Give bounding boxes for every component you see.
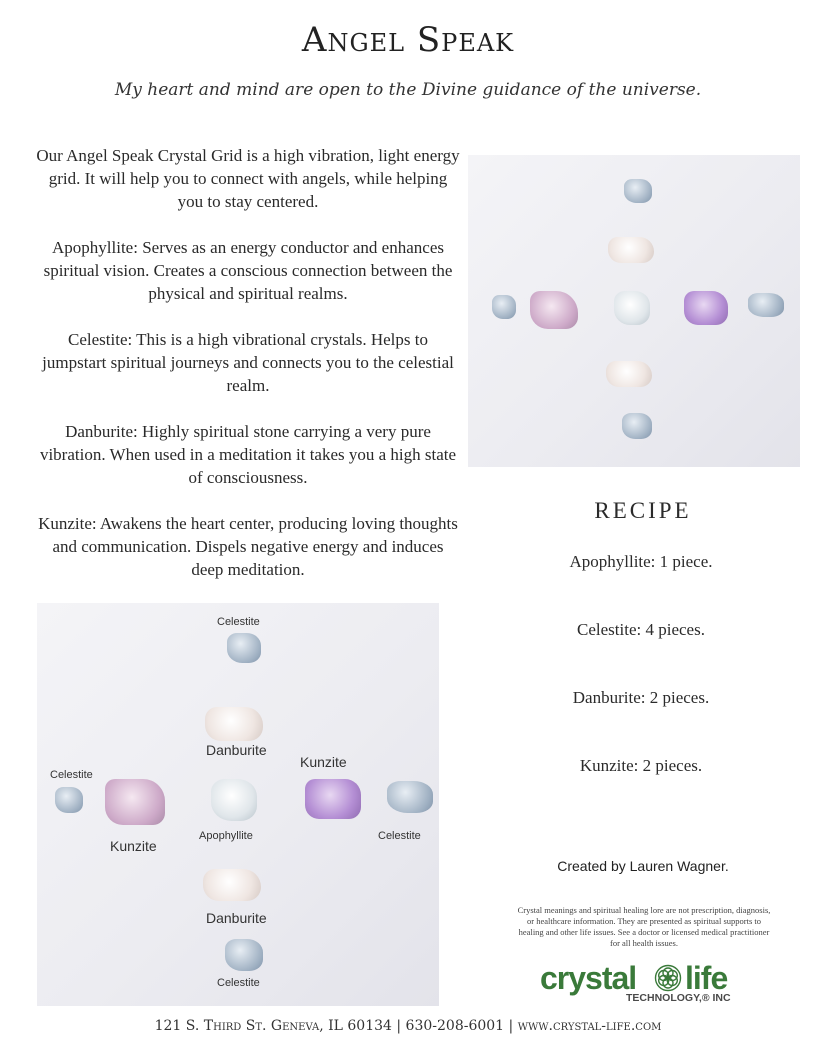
kunzite-stone (105, 779, 165, 825)
celestite-stone (227, 633, 261, 663)
celestite-stone (387, 781, 433, 813)
celestite-stone (225, 939, 263, 971)
danburite-label-top: Danburite (206, 742, 267, 758)
recipe-title: RECIPE (594, 498, 692, 523)
celestite-stone (55, 787, 83, 813)
celestite-description: Celestite: This is a high vibrational crystals. Helps to jumpstart spiritual journeys and connects you to the celestial realm. (42, 330, 454, 395)
logo-wordmark-life: life (685, 960, 728, 996)
footer-contact: 121 S. Third St. Geneva, IL 60134 | 630-208-6001 | www.crystal-life.com (154, 1018, 662, 1034)
celestite-label-bottom: Celestite (217, 977, 260, 989)
danburite-stone (205, 707, 263, 741)
celestite-label-top: Celestite (217, 616, 260, 628)
celestite-label-right: Celestite (378, 830, 421, 842)
danburite-description: Danburite: Highly spiritual stone carrying a very pure vibration. When used in a meditation it takes you a high state of consciousness. (39, 422, 457, 487)
crystal-grid-photo (468, 155, 800, 467)
page-subtitle: My heart and mind are open to the Divine guidance of the universe. (114, 80, 702, 100)
celestite-stone (748, 293, 784, 317)
danburite-stone (606, 361, 652, 387)
celestite-stone (622, 413, 652, 439)
kunzite-stone (530, 291, 578, 329)
recipe-item-kunzite: Kunzite: 2 pieces. (579, 756, 703, 775)
apophyllite-label: Apophyllite (199, 830, 253, 842)
author-credit: Created by Lauren Wagner. (557, 858, 729, 874)
recipe-item-apophyllite: Apophyllite: 1 piece. (569, 552, 713, 571)
kunzite-stone (684, 291, 728, 325)
celestite-label-left: Celestite (50, 769, 93, 781)
intro-paragraph: Our Angel Speak Crystal Grid is a high vibration, light energy grid. It will help you to connect with angels, while helping you to stay centered. (36, 146, 460, 211)
celestite-stone (624, 179, 652, 203)
flower-of-life-icon (654, 964, 682, 992)
logo-wordmark-crystal: crystal (540, 960, 637, 996)
celestite-stone (492, 295, 516, 319)
kunzite-description: Kunzite: Awakens the heart center, producing loving thoughts and communication. Dispels negative energy and induces deep meditation. (38, 514, 458, 579)
apophyllite-stone (211, 779, 257, 821)
danburite-label-bottom: Danburite (206, 910, 267, 926)
page-title: Angel Speak (301, 20, 515, 60)
kunzite-label-right: Kunzite (300, 754, 347, 770)
kunzite-stone (305, 779, 361, 819)
health-disclaimer: Crystal meanings and spiritual healing lore are not prescription, diagnosis, or healthcare information. They are presented as spiritual supports to healing and other life issues. See a doctor or licensed medical practitioner for all health issues. (517, 905, 771, 948)
danburite-stone (203, 869, 261, 901)
danburite-stone (608, 237, 654, 263)
kunzite-label-left: Kunzite (110, 838, 157, 854)
apophyllite-stone (614, 291, 650, 325)
crystal-life-logo[interactable] (540, 960, 740, 1006)
apophyllite-description: Apophyllite: Serves as an energy conductor and enhances spiritual vision. Creates a conscious connection between the physical and spiritual realms. (43, 238, 453, 303)
recipe-item-danburite: Danburite: 2 pieces. (572, 688, 710, 707)
logo-tagline: TECHNOLOGY,® INC (626, 992, 731, 1004)
labeled-crystal-grid-photo (37, 603, 439, 1006)
recipe-item-celestite: Celestite: 4 pieces. (577, 620, 705, 639)
intro-text (36, 144, 460, 604)
